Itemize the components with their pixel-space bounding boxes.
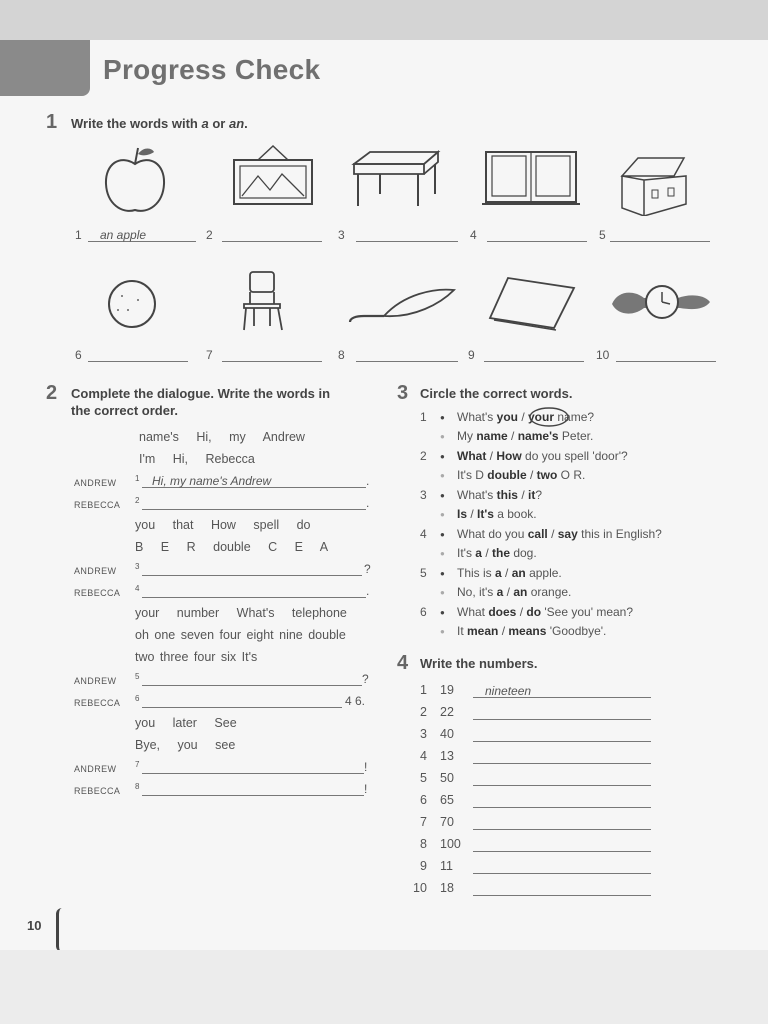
question-line: What do you call / say this in English? [457, 527, 662, 541]
choice-word[interactable]: an [513, 585, 528, 599]
choice-word[interactable]: It's [477, 507, 494, 521]
worksheet-page [0, 40, 768, 950]
word-bank: oh one seven four eight nine double [135, 628, 346, 642]
choice-word[interactable]: do [526, 605, 542, 619]
choice-word[interactable]: say [557, 527, 578, 541]
section-1-instruction: Write the words with a or an. [71, 116, 248, 131]
line-number: 7 [135, 760, 140, 769]
number-word-field[interactable] [473, 838, 651, 852]
speaker-label: REBECCA [74, 698, 121, 708]
number-value: 19 [440, 683, 454, 697]
choice-word[interactable]: does [488, 605, 517, 619]
number-word-field[interactable] [473, 882, 651, 896]
bullet-icon: ● [440, 569, 445, 578]
choice-word[interactable]: name [476, 429, 508, 443]
number-word-field[interactable] [473, 860, 651, 874]
answer-field-2[interactable] [222, 228, 322, 242]
answer-line: No, it's a / an orange. [457, 585, 572, 599]
answer-circle-icon [527, 406, 571, 428]
umbrella-icon [344, 284, 460, 326]
word-bank: Bye, you see [135, 738, 236, 752]
orange-icon [104, 276, 160, 332]
dialogue-field-6[interactable] [142, 694, 342, 708]
answer-line: Is / It's a book. [457, 507, 537, 521]
number-word-field[interactable] [473, 816, 651, 830]
number-word-field[interactable] [473, 706, 651, 720]
question-line: What's this / it? [457, 488, 543, 502]
item-number: 7 [206, 348, 213, 362]
section-4-instruction: Write the numbers. [420, 656, 538, 671]
line-number: 4 [135, 584, 140, 593]
question-line: What's you / your name? [457, 410, 595, 424]
dialogue-field-5[interactable] [142, 672, 362, 686]
section-3-instruction: Circle the correct words. [420, 386, 573, 401]
watch-icon [608, 276, 714, 328]
bullet-icon: ● [440, 627, 445, 636]
choice-word[interactable]: call [527, 527, 548, 541]
answer-field-3[interactable] [356, 228, 458, 242]
item-number: 5 [599, 228, 606, 242]
bullet-icon: ● [440, 510, 445, 519]
answer-field-4[interactable] [487, 228, 587, 242]
window-icon [482, 148, 580, 208]
top-margin [0, 0, 768, 40]
question-number: 4 [420, 527, 427, 541]
item-number: 2 [206, 228, 213, 242]
choice-word[interactable]: Is [457, 507, 468, 521]
answer-field-8[interactable] [356, 348, 458, 362]
bullet-icon: ● [440, 588, 445, 597]
number-value: 70 [440, 815, 454, 829]
number-value: 65 [440, 793, 454, 807]
question-number: 6 [420, 605, 427, 619]
line-end: ? [364, 562, 371, 576]
section-1-number: 1 [46, 111, 58, 133]
table-icon [350, 148, 442, 212]
choice-word[interactable]: a [475, 546, 482, 560]
section-2-instruction: Complete the dialogue. Write the words in the correct order. [71, 386, 331, 418]
item-number: 3 [338, 228, 345, 242]
number-index: 9 [420, 859, 427, 873]
number-index: 2 [420, 705, 427, 719]
dialogue-field-4[interactable] [142, 584, 366, 598]
line-number: 3 [135, 562, 140, 571]
choice-word[interactable]: mean [467, 624, 499, 638]
word-bank: you later See [135, 716, 237, 730]
question-line: What does / do 'See you' mean? [457, 605, 634, 619]
choice-word[interactable]: means [508, 624, 547, 638]
question-number: 1 [420, 410, 427, 424]
bullet-icon: ● [440, 471, 445, 480]
line-end: ! [364, 782, 368, 796]
number-index: 5 [420, 771, 427, 785]
page-number-bracket [56, 908, 66, 952]
question-number: 3 [420, 488, 427, 502]
line-number: 6 [135, 694, 140, 703]
number-word-field[interactable] [473, 794, 651, 808]
speaker-label: ANDREW [74, 566, 117, 576]
line-number: 2 [135, 496, 140, 505]
answer-line: It mean / means 'Goodbye'. [457, 624, 607, 638]
number-value: 50 [440, 771, 454, 785]
word-bank: you that How spell do [135, 518, 311, 532]
dialogue-field-1[interactable]: Hi, my name's Andrew [142, 474, 366, 488]
page-title: Progress Check [103, 54, 321, 85]
bullet-icon: ● [440, 432, 445, 441]
choice-word[interactable]: a [496, 585, 504, 599]
number-index: 4 [420, 749, 427, 763]
apple-icon [100, 142, 170, 218]
section-2-number: 2 [46, 382, 58, 404]
question-line: This is a / an apple. [457, 566, 562, 580]
answer-line: My name / name's Peter. [457, 429, 594, 443]
item-number: 4 [470, 228, 477, 242]
number-index: 1 [420, 683, 427, 697]
item-number: 1 [75, 228, 82, 242]
number-value: 100 [440, 837, 461, 851]
number-word-field[interactable] [473, 772, 651, 786]
section-3-number: 3 [397, 382, 409, 404]
line-end: 4 6. [345, 694, 366, 708]
line-number: 8 [135, 782, 140, 791]
bullet-icon: ● [440, 608, 445, 617]
number-index: 3 [420, 727, 427, 741]
choice-word[interactable]: you [496, 410, 518, 424]
choice-word[interactable]: this [496, 488, 518, 502]
book-icon [486, 274, 578, 332]
number-index: 6 [420, 793, 427, 807]
question-number: 2 [420, 449, 427, 463]
answer-field-5[interactable] [610, 228, 710, 242]
bullet-icon: ● [440, 413, 445, 422]
house-icon [616, 150, 692, 216]
line-end: . [366, 496, 370, 510]
picture-icon [230, 142, 316, 208]
item-number: 8 [338, 348, 345, 362]
number-word-field[interactable] [473, 750, 651, 764]
choice-word[interactable]: the [492, 546, 510, 560]
number-value: 40 [440, 727, 454, 741]
word-bank: two three four six It's [135, 650, 258, 664]
number-value: 18 [440, 881, 454, 895]
line-end: . [366, 584, 370, 598]
line-end: ? [362, 672, 369, 686]
item-number: 6 [75, 348, 82, 362]
number-value: 13 [440, 749, 454, 763]
line-end: ! [364, 760, 368, 774]
choice-word[interactable]: name's [517, 429, 559, 443]
line-end: . [366, 474, 370, 488]
number-index: 8 [420, 837, 427, 851]
speaker-label: REBECCA [74, 500, 121, 510]
section-4-number: 4 [397, 652, 409, 674]
speaker-label: REBECCA [74, 588, 121, 598]
word-bank: your number What's telephone [135, 606, 347, 620]
answer-field-6[interactable] [88, 348, 188, 362]
dialogue-field-8[interactable] [142, 782, 364, 796]
answer-field-9[interactable] [484, 348, 584, 362]
answer-line: It's a / the dog. [457, 546, 537, 560]
number-value: 11 [440, 859, 453, 873]
line-number: 5 [135, 672, 140, 681]
bullet-icon: ● [440, 549, 445, 558]
speaker-label: REBECCA [74, 786, 121, 796]
choice-word[interactable]: an [511, 566, 526, 580]
number-index: 10 [413, 881, 427, 895]
dialogue-field-7[interactable] [142, 760, 364, 774]
bullet-icon: ● [440, 530, 445, 539]
item-number: 10 [596, 348, 610, 362]
choice-word[interactable]: two [536, 468, 558, 482]
speaker-label: ANDREW [74, 676, 117, 686]
page-number: 10 [27, 918, 42, 933]
word-bank: B E R double C E A [135, 540, 329, 554]
question-number: 5 [420, 566, 427, 580]
line-number: 1 [135, 474, 140, 483]
speaker-label: ANDREW [74, 764, 117, 774]
item-number: 9 [468, 348, 475, 362]
number-value: 22 [440, 705, 454, 719]
number-index: 7 [420, 815, 427, 829]
speaker-label: ANDREW [74, 478, 117, 488]
dialogue-field-3[interactable] [142, 562, 362, 576]
word-bank: I'm Hi, Rebecca [139, 452, 255, 466]
chair-icon [236, 268, 288, 334]
word-bank: name's Hi, my Andrew [139, 430, 305, 444]
question-line: What / How do you spell 'door'? [457, 449, 628, 463]
number-word-field[interactable]: nineteen [473, 684, 651, 698]
choice-word[interactable]: it [528, 488, 536, 502]
choice-word[interactable]: your [528, 410, 555, 424]
choice-word[interactable]: double [487, 468, 527, 482]
answer-field-10[interactable] [616, 348, 716, 362]
number-word-field[interactable] [473, 728, 651, 742]
bullet-icon: ● [440, 491, 445, 500]
answer-field-1[interactable]: an apple [88, 228, 196, 242]
header-tab [0, 40, 90, 96]
answer-line: It's D double / two O R. [457, 468, 586, 482]
dialogue-field-2[interactable] [142, 496, 366, 510]
answer-field-7[interactable] [222, 348, 322, 362]
bottom-margin [0, 950, 768, 1024]
choice-word[interactable]: How [496, 449, 522, 463]
choice-word[interactable]: a [495, 566, 502, 580]
choice-word[interactable]: What [457, 449, 487, 463]
bullet-icon: ● [440, 452, 445, 461]
